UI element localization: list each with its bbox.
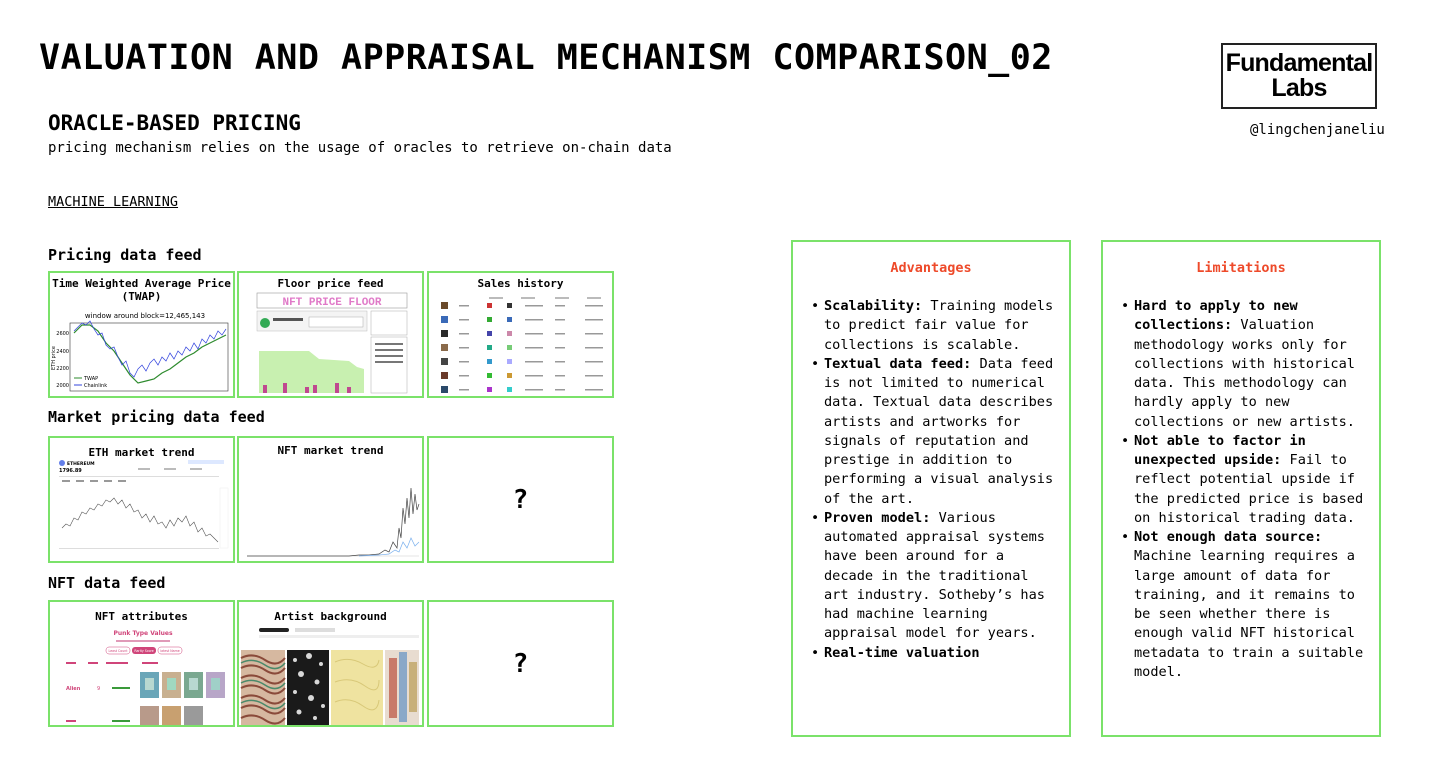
limitation-item-text: Fail to reflect potential upside if the predicted price is based on historical trading data. xyxy=(1134,452,1364,526)
advantages-list xyxy=(811,297,1055,663)
floor-price-screenshot xyxy=(239,273,424,398)
limitation-item-text: Valuation methodology works only for collections with historical data. This methodology can hardly apply to new collections or new artists. xyxy=(1134,317,1355,430)
tile-twap-title: Time Weighted Average Price (TWAP) xyxy=(52,277,231,303)
limitation-item-heading: Not able to factor in unexpected upside: xyxy=(1134,432,1306,468)
section-subtitle: pricing mechanism relies on the usage of oracles to retrieve on-chain data xyxy=(48,140,672,156)
advantage-item-text: Training models to predict fair value for collections is scalable. xyxy=(824,298,1054,353)
nft-attributes-screenshot xyxy=(50,602,235,727)
tile-floor-price xyxy=(237,271,424,398)
group-title-nft-data-feed: NFT data feed xyxy=(48,574,166,592)
twap-chart xyxy=(50,273,235,398)
twap-ytick: 2400 xyxy=(56,349,69,355)
limitations-title: Limitations xyxy=(1196,260,1286,276)
advantages-panel xyxy=(791,240,1071,737)
tile-artist-background-title: Artist background xyxy=(274,610,387,623)
eth-price: 1796.89 xyxy=(59,468,82,474)
artist-background-screenshot xyxy=(239,602,424,727)
limitation-item-heading: Not enough data source: xyxy=(1134,529,1323,545)
group-title-market-pricing-data-feed: Market pricing data feed xyxy=(48,408,265,426)
floor-price-area xyxy=(259,351,364,393)
advantages-title: Advantages xyxy=(890,260,972,276)
limitation-item-text: Machine learning requires a large amount of data for training, and it remains to be seen whether there is enough valid NFT historical metadata to train a suitable model. xyxy=(1134,548,1364,680)
eth-market-chart xyxy=(50,438,235,563)
advantage-item-heading: Scalability: xyxy=(824,298,923,314)
advantage-item xyxy=(811,355,1055,509)
tile-sales-history xyxy=(427,271,614,398)
advantage-item-heading: Textual data feed: xyxy=(824,355,972,372)
sales-history-table xyxy=(429,273,614,398)
tile-sales-history-title: Sales history xyxy=(477,277,564,290)
tile-nft-attributes-title: NFT attributes xyxy=(95,610,188,623)
advantage-item-text: Various automated appraisal systems have been around for a decade in the traditional art industry. Sotheby’s has had machine learning appraisal model for years. xyxy=(824,509,1045,642)
eth-price-line xyxy=(62,498,218,542)
pill-latest-name: latest Name xyxy=(160,649,180,653)
row-label-alien: Alien xyxy=(66,686,81,692)
advantage-item-heading: Proven model: xyxy=(824,509,931,526)
brand-logo-line1: Fundamental xyxy=(1225,49,1373,77)
tile-nft-market-trend xyxy=(237,436,424,563)
pill-rarity-score: Rarity Score xyxy=(134,649,154,653)
tile-nft-unknown xyxy=(427,600,614,727)
tile-nft-attributes xyxy=(48,600,235,727)
section-title: ORACLE-BASED PRICING xyxy=(48,111,301,135)
limitations-list xyxy=(1121,297,1365,682)
limitation-item xyxy=(1121,297,1365,432)
tile-twap xyxy=(48,271,235,398)
limitation-item xyxy=(1121,528,1365,682)
brand-logo xyxy=(1221,43,1377,109)
tile-artist-background xyxy=(237,600,424,727)
tile-eth-market-trend-title: ETH market trend xyxy=(88,446,195,459)
advantage-item xyxy=(811,297,1055,355)
legend-twap-label: TWAP xyxy=(84,376,99,382)
limitation-item xyxy=(1121,432,1365,528)
twap-ylabel: ETH price xyxy=(51,345,57,371)
nft-market-line xyxy=(247,488,419,556)
advantage-item-heading: Real-time valuation xyxy=(824,644,980,661)
advantage-item-text: Data feed is not limited to numerical data. Textual data describes artists and artworks for signals of reputation and prestige in addition to performing a visual analysis of the art. xyxy=(824,355,1054,507)
group-title-pricing-data-feed: Pricing data feed xyxy=(48,246,202,264)
limitations-panel xyxy=(1101,240,1381,737)
author-handle: @lingchenjaneliu xyxy=(1250,122,1385,138)
twap-caption: window around block=12,465,143 xyxy=(84,312,206,320)
twap-ytick: 2600 xyxy=(56,331,69,337)
twap-ytick: 2200 xyxy=(56,366,69,372)
tile-eth-market-trend xyxy=(48,436,235,563)
row-count-alien: 9 xyxy=(97,686,101,692)
nft-market-chart xyxy=(239,438,424,563)
tile-nft-market-trend-title: NFT market trend xyxy=(277,444,384,457)
twap-ytick: 2000 xyxy=(56,383,69,389)
tile-market-unknown xyxy=(427,436,614,563)
brand-logo-line2: Labs xyxy=(1271,74,1327,102)
pill-least-count: Least Count xyxy=(108,649,128,653)
legend-chainlink-label: Chainlink xyxy=(84,383,108,389)
eth-asset-name: ETHEREUM xyxy=(67,462,95,467)
page-title: VALUATION AND APPRAISAL MECHANISM COMPARISON_02 xyxy=(39,38,1053,78)
advantage-item xyxy=(811,509,1055,644)
machine-learning-link[interactable]: MACHINE LEARNING xyxy=(48,194,179,210)
punk-type-heading: Punk Type Values xyxy=(113,630,173,637)
limitation-item-heading: Hard to apply to new collections: xyxy=(1134,298,1298,334)
floor-price-banner: NFT PRICE FLOOR xyxy=(282,297,382,309)
unknown-question-mark: ? xyxy=(512,484,529,515)
tile-floor-price-title: Floor price feed xyxy=(277,277,384,290)
advantage-item xyxy=(811,644,1055,663)
nft-market-secondary-line xyxy=(359,538,419,556)
unknown-question-mark: ? xyxy=(512,648,529,679)
